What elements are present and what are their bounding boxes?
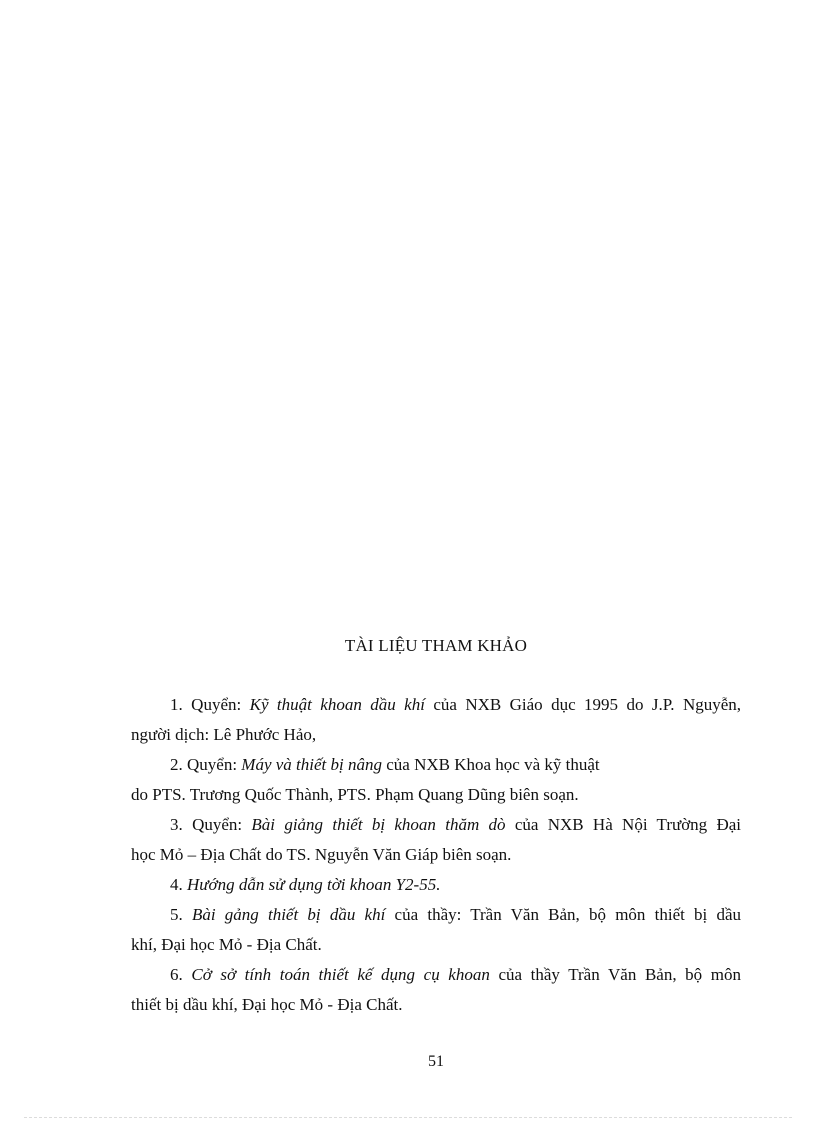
reference-item-1	[131, 690, 741, 750]
reference-author: của thầy: Trần Văn Bản, bộ môn thiết bị dầu	[394, 905, 742, 924]
reference-number: 3.	[170, 815, 183, 834]
reference-line-1	[131, 900, 741, 930]
reference-title: Cở sở tính toán thiết kế dụng cụ khoan	[191, 965, 490, 984]
reference-publisher: của NXB Giáo dục 1995 do J.P. Nguyễn,	[433, 695, 742, 714]
reference-continuation: học Mỏ – Địa Chất do TS. Nguyễn Văn Giáp biên soạn.	[131, 845, 512, 864]
reference-item-4	[131, 870, 741, 900]
reference-title: Kỹ thuật khoan dầu khí	[249, 695, 425, 714]
reference-title: Hướng dẫn sử dụng tời khoan Y2-55.	[187, 875, 441, 894]
reference-number: 1.	[170, 695, 183, 714]
references-heading: TÀI LIỆU THAM KHẢO	[344, 636, 528, 655]
reference-continuation: thiết bị dầu khí, Đại học Mỏ - Địa Chất.	[131, 995, 403, 1014]
reference-line-1	[131, 750, 741, 780]
reference-prefix: Quyển:	[192, 815, 243, 834]
reference-line-1	[131, 690, 741, 720]
reference-publisher: của NXB Hà Nội Trường Đại	[514, 815, 742, 834]
reference-continuation: do PTS. Trương Quốc Thành, PTS. Phạm Quang Dũng biên soạn.	[131, 785, 579, 804]
reference-item-2	[131, 750, 741, 810]
references-list	[131, 690, 741, 1020]
reference-number: 2.	[170, 755, 183, 774]
reference-item-6	[131, 960, 741, 1020]
reference-line-1	[131, 870, 741, 900]
reference-author: của thầy Trần Văn Bản, bộ môn	[498, 965, 742, 984]
page-bottom-divider	[24, 1117, 792, 1118]
reference-item-5	[131, 900, 741, 960]
reference-title: Bài giảng thiết bị khoan thăm dò	[251, 815, 506, 834]
reference-publisher: của NXB Khoa học và kỹ thuật	[386, 755, 600, 774]
reference-title: Máy và thiết bị nâng	[241, 755, 382, 774]
reference-title: Bài gảng thiết bị dầu khí	[191, 905, 386, 924]
reference-continuation: người dịch: Lê Phước Hảo,	[131, 725, 317, 744]
reference-number: 5.	[170, 905, 183, 924]
reference-line-1	[131, 960, 741, 990]
reference-prefix: Quyển:	[187, 755, 238, 774]
reference-line-1	[131, 810, 741, 840]
reference-prefix: Quyển:	[191, 695, 242, 714]
reference-continuation: khí, Đại học Mỏ - Địa Chất.	[131, 935, 322, 954]
reference-number: 4.	[170, 875, 183, 894]
reference-number: 6.	[170, 965, 183, 984]
page-number: 51	[428, 1053, 444, 1070]
reference-item-3	[131, 810, 741, 870]
